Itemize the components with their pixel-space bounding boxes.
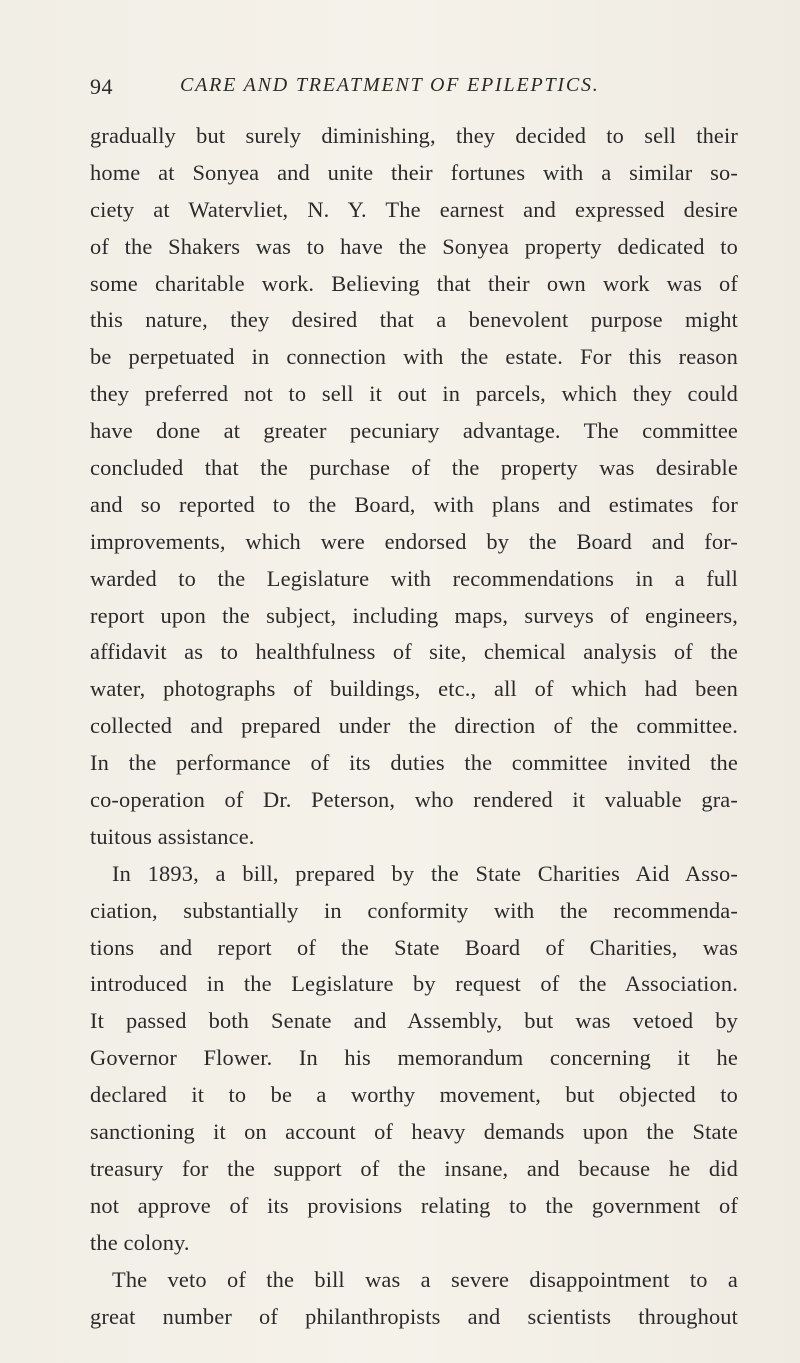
text-line: collected and prepared under the direction of the committee. bbox=[90, 713, 738, 739]
running-title: CARE AND TREATMENT OF EPILEPTICS. bbox=[180, 74, 600, 96]
text-line: home at Sonyea and unite their fortunes with a similar so- bbox=[90, 159, 738, 185]
text-line: tions and report of the State Board of Charities, was bbox=[90, 934, 738, 960]
text-line: great number of philanthropists and scientists throughout bbox=[90, 1303, 738, 1329]
text-line: of the Shakers was to have the Sonyea property dedicated to bbox=[90, 233, 738, 259]
text-line: report upon the subject, including maps, surveys of engineers, bbox=[90, 602, 738, 628]
text-line: the colony. bbox=[90, 1229, 190, 1255]
text-line: this nature, they desired that a benevolent purpose might bbox=[90, 307, 738, 333]
text-line: Governor Flower. In his memorandum concerning it he bbox=[90, 1045, 738, 1071]
body-text bbox=[90, 118, 738, 1335]
text-line: affidavit as to healthfulness of site, chemical analysis of the bbox=[90, 639, 738, 665]
page-number: 94 bbox=[90, 74, 113, 99]
text-line: introduced in the Legislature by request of the Association. bbox=[90, 971, 738, 997]
text-line: The veto of the bill was a severe disappointment to a bbox=[112, 1266, 738, 1292]
text-line: sanctioning it on account of heavy demands upon the State bbox=[90, 1119, 738, 1145]
text-line: not approve of its provisions relating to the government of bbox=[90, 1192, 738, 1218]
text-line: ciation, substantially in conformity with the recommenda- bbox=[90, 897, 738, 923]
text-line: treasury for the support of the insane, and because he did bbox=[90, 1155, 738, 1181]
text-line: and so reported to the Board, with plans and estimates for bbox=[90, 491, 738, 517]
text-line: gradually but surely diminishing, they decided to sell their bbox=[90, 123, 738, 148]
text-line: be perpetuated in connection with the estate. For this reason bbox=[90, 344, 738, 370]
text-line: concluded that the purchase of the property was desirable bbox=[90, 455, 738, 481]
text-line: In 1893, a bill, prepared by the State Charities Aid Asso- bbox=[112, 860, 738, 886]
text-line: co-operation of Dr. Peterson, who rendered it valuable gra- bbox=[90, 787, 738, 813]
text-line: declared it to be a worthy movement, but objected to bbox=[90, 1082, 738, 1108]
text-line: It passed both Senate and Assembly, but was vetoed by bbox=[90, 1008, 738, 1034]
text-line: have done at greater pecuniary advantage. The committee bbox=[90, 418, 738, 444]
text-line: improvements, which were endorsed by the Board and for- bbox=[90, 528, 738, 554]
text-line: warded to the Legislature with recommendations in a full bbox=[90, 565, 738, 591]
page-header bbox=[90, 74, 730, 108]
text-line: they preferred not to sell it out in parcels, which they could bbox=[90, 381, 738, 407]
text-line: tuitous assistance. bbox=[90, 823, 255, 849]
text-line: some charitable work. Believing that their own work was of bbox=[90, 270, 738, 296]
text-line: In the performance of its duties the committee invited the bbox=[90, 750, 738, 776]
text-line: ciety at Watervliet, N. Y. The earnest and expressed desire bbox=[90, 196, 738, 222]
text-line: water, photographs of buildings, etc., all of which had been bbox=[90, 676, 738, 702]
